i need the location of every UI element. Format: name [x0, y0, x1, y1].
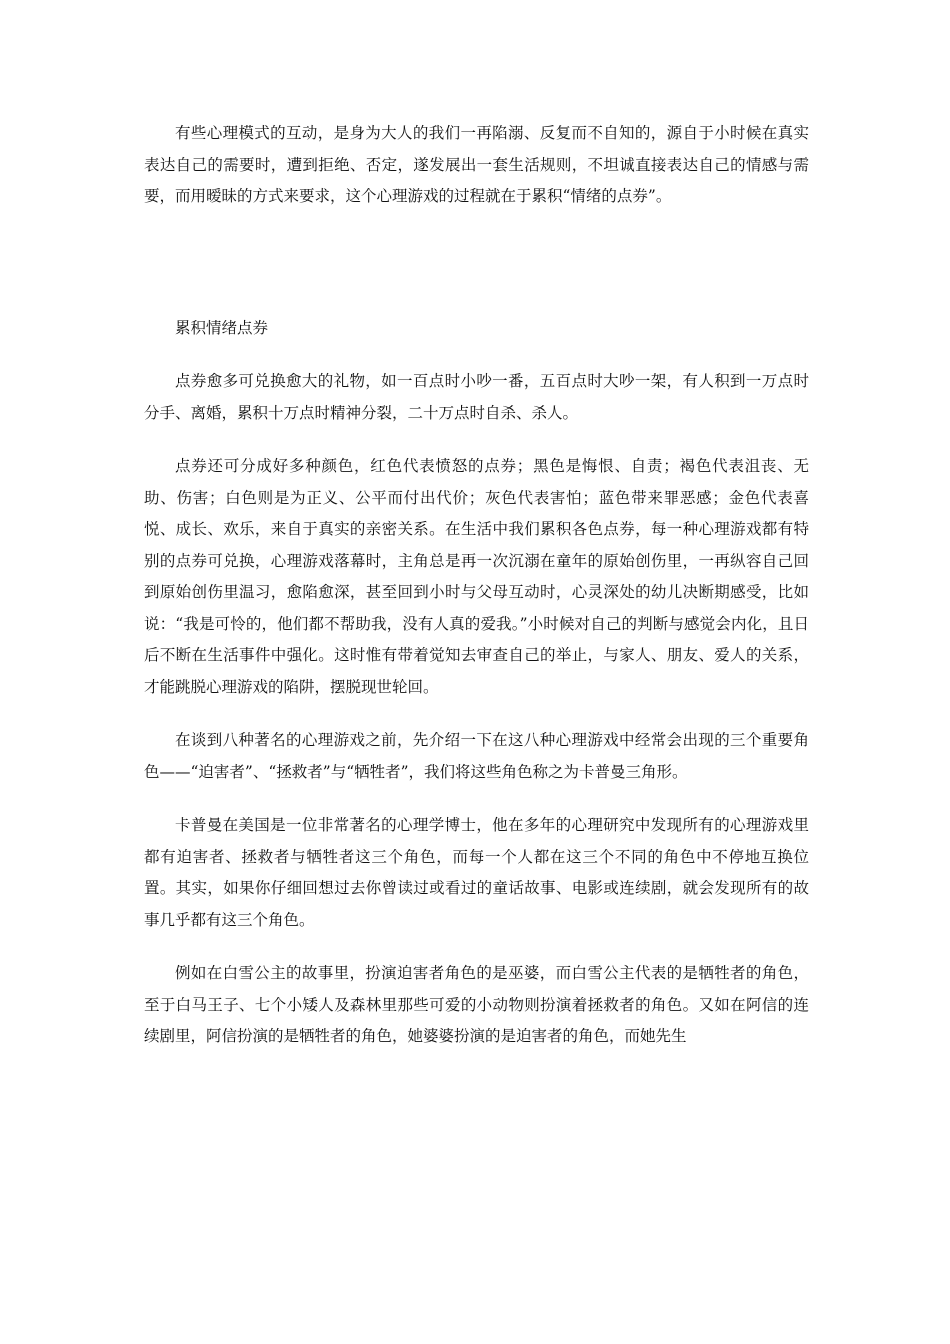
- paragraph-karpman: 卡普曼在美国是一位非常著名的心理学博士，他在多年的心理研究中发现所有的心理游戏里都有迫害者、拯救者与牺牲者这三个角色，而每一个人都在这三个不同的角色中不停地互换位置。其实，如果你仔细回想过去你曾读过或看过的童话故事、电影或连续剧，就会发现所有的故事几乎都有这三个角色。: [144, 816, 809, 929]
- paragraph-examples: 例如在白雪公主的故事里，扮演迫害者角色的是巫婆，而白雪公主代表的是牺牲者的角色，至于白马王子、七个小矮人及森林里那些可爱的小动物则扮演着拯救者的角色。又如在阿信的连续剧里，阿信扮演的是牺牲者的角色，她婆婆扮演的是迫害者的角色，而她先生: [144, 964, 809, 1045]
- document-page: [144, 118, 809, 1053]
- spacer: [144, 344, 809, 366]
- paragraph-roles: 在谈到八种著名的心理游戏之前，先介绍一下在这八种心理游戏中经常会出现的三个重要角色——“迫害者”、“拯救者”与“牺牲者”，我们将这些角色称之为卡普曼三角形。: [144, 731, 809, 781]
- paragraph-points: 点券愈多可兑换愈大的礼物，如一百点时小吵一番，五百点时大吵一架，有人积到一万点时分手、离婚，累积十万点时精神分裂，二十万点时自杀、杀人。: [144, 372, 809, 422]
- section-heading: 累积情绪点券: [175, 318, 269, 337]
- spacer: [144, 429, 809, 451]
- spacer: [144, 788, 809, 810]
- paragraph-colors: 点券还可分成好多种颜色，红色代表愤怒的点券；黑色是悔恨、自责；褐色代表沮丧、无助、伤害；白色则是为正义、公平而付出代价；灰色代表害怕；蓝色带来罪恶感；金色代表喜悦、成长、欢乐，来自于真实的亲密关系。在生活中我们累积各色点券，每一种心理游戏都有特别的点券可兑换，心理游戏落幕时，主角总是再一次沉溺在童年的原始创伤里，一再纵容自己回到原始创伤里温习，愈陷愈深，甚至回到小时与父母互动时，心灵深处的幼儿决断期感受，比如说：“我是可怜的，他们都不帮助我，没有人真的爱我。”小时候对自己的判断与感觉会内化，且日后不断在生活事件中强化。这时惟有带着觉知去审查自己的举止，与家人、朋友、爱人的关系，才能跳脱心理游戏的陷阱，摆脱现世轮回。: [144, 457, 809, 696]
- spacer: [144, 936, 809, 958]
- spacer: [144, 703, 809, 725]
- spacer: [144, 213, 809, 313]
- paragraph-intro: 有些心理模式的互动，是身为大人的我们一再陷溺、反复而不自知的，源自于小时候在真实表达自己的需要时，遭到拒绝、否定，遂发展出一套生活规则，不坦诚直接表达自己的情感与需要，而用暧昧的方式来要求，这个心理游戏的过程就在于累积“情绪的点券”。: [144, 124, 809, 205]
